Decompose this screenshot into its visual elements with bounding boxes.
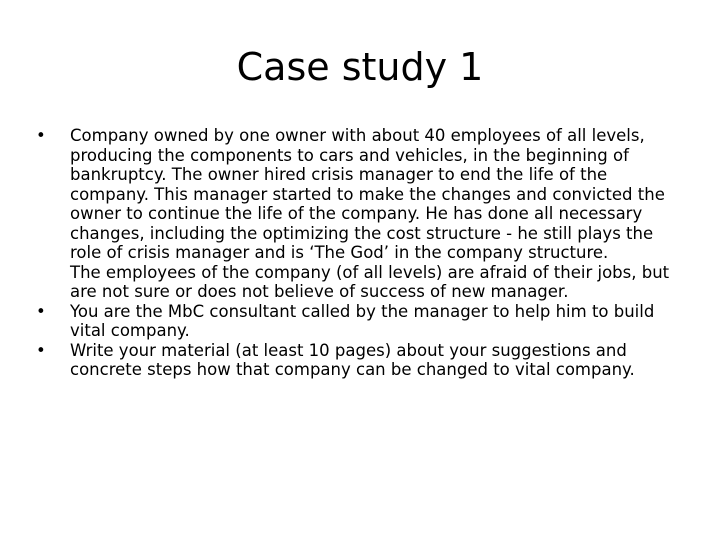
bullet-paragraph: Company owned by one owner with about 40 employees of all levels, producing the components to cars and vehicles, in the beginning of bankruptcy. The owner hired crisis manager to end the life of the company. This manager started to make the changes and convicted the owner to continue the life of the company. He has done all necessary changes, including the optimizing the cost structure - he still plays the role of crisis manager and is ‘The God’ in the company structure. xyxy=(70,126,665,262)
bullet-dot-icon: • xyxy=(36,301,46,321)
bullet-paragraph: You are the MbC consultant called by the manager to help him to build vital company. xyxy=(70,301,655,340)
bullet-text xyxy=(70,126,688,302)
bullet-text xyxy=(70,302,688,341)
bullet-item-consultant xyxy=(36,302,688,341)
bullet-text xyxy=(70,341,688,380)
bullet-list xyxy=(36,126,688,380)
bullet-item-assignment xyxy=(36,341,688,380)
bullet-item-company xyxy=(36,126,688,302)
bullet-dot-icon: • xyxy=(36,126,46,145)
slide-title: Case study 1 xyxy=(236,45,484,89)
bullet-paragraph: Write your material (at least 10 pages) about your suggestions and concrete steps how that company can be changed to vital company. xyxy=(70,340,635,379)
bullet-paragraph: The employees of the company (of all levels) are afraid of their jobs, but are not sure or does not believe of success of new manager. xyxy=(70,262,670,301)
bullet-dot-icon: • xyxy=(36,340,46,360)
